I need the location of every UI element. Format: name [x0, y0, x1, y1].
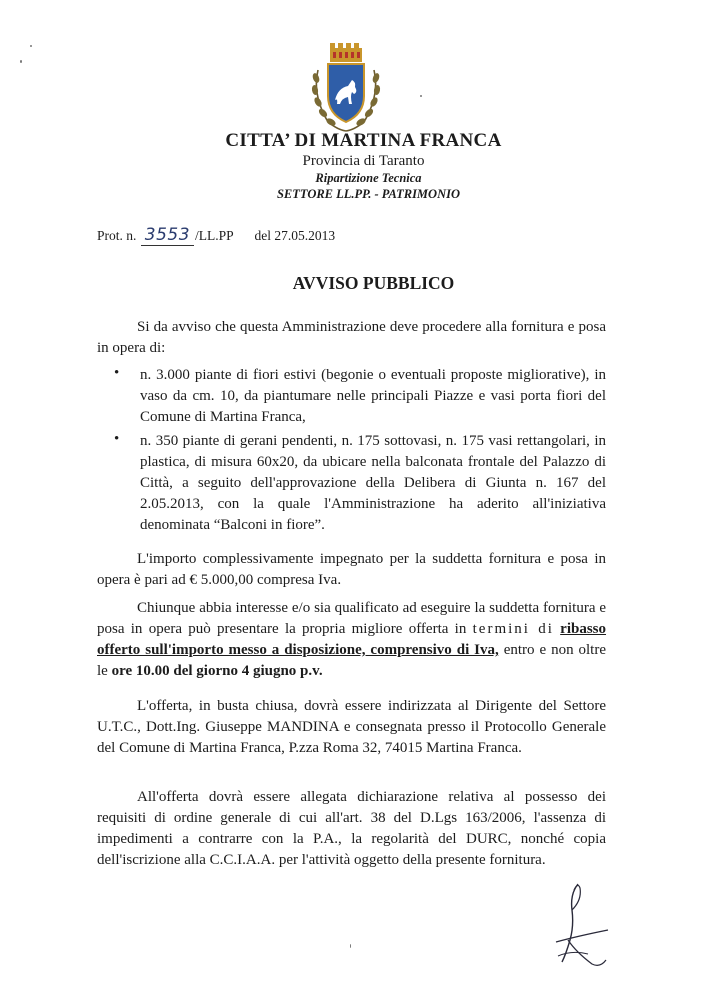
- offer-text-1: Chiunque abbia interesse e/o sia qualificato ad eseguire la suddetta fornitura e posa in opera può presentare la propria migliore offerta in: [97, 600, 606, 637]
- bullet-item: n. 350 piante di gerani pendenti, n. 175 sottovasi, n. 175 vasi rettangolari, in plastica, di misura 60x20, da ubicare nella balconata frontale del Palazzo di Città, a seguito dell'approvazione della Delibera di Giunta n. 167 del 2.05.2013, con la quale l'Amministrazione ha aderito all'iniziativa denominata “Balconi in fiore”.: [140, 433, 606, 533]
- division-name: Ripartizione Tecnica: [315, 171, 422, 185]
- offer-text-4: entro e non oltre le: [97, 642, 606, 679]
- requirements-paragraph: All'offerta dovrà essere allegata dichiarazione relativa al possesso dei requisiti di ordine generale di cui all'art. 38 del D.Lgs 163/2006, l'assenza di impedimenti a contrarre con la P.A., la regolarità del DURC, nonché copia dell'iscrizione alla C.C.I.A.A. per l'attività oggetto della presente fornitura.: [97, 789, 606, 868]
- amount-paragraph: L'importo complessivamente impegnato per la suddetta fornitura e posa in opera è pari ad € 5.000,00 compresa Iva.: [97, 551, 606, 588]
- city-name: CITTA’ DI MARTINA FRANCA: [225, 130, 502, 151]
- martina-franca-coat-of-arms-icon: [308, 40, 384, 136]
- handwritten-signature-icon: [548, 880, 618, 970]
- offer-text-2: termini di: [472, 621, 554, 637]
- protocol-line: [97, 225, 335, 246]
- protocol-number: 3553: [141, 225, 194, 246]
- bullet-marker: •: [114, 365, 120, 381]
- scan-speck: [350, 944, 351, 948]
- delivery-paragraph: L'offerta, in busta chiusa, dovrà essere indirizzata al Dirigente del Settore U.T.C., Dott.Ing. Giuseppe MANDINA e consegnata presso il Protocollo Generale del Comune di Martina Franca, P.zza Roma 32, 74015 Martina Franca.: [97, 698, 606, 756]
- intro-paragraph: Si da avviso che questa Amministrazione deve procedere alla fornitura e posa in opera di:: [97, 319, 606, 356]
- bullet-item: n. 3.000 piante di fiori estivi (begonie o eventuali proposte migliorative), in vaso da cm. 10, da piantumare nelle principali Piazze e vasi porta fiori del Comune di Martina Franca,: [140, 367, 606, 425]
- offer-paragraph: [97, 598, 606, 682]
- province-name: Provincia di Taranto: [302, 153, 425, 169]
- protocol-date-prefix: del: [254, 228, 272, 243]
- offer-criteria: ribasso offerto sull'importo messo a disposizione, comprensivo di Iva,: [97, 621, 607, 658]
- protocol-suffix: /LL.PP: [195, 228, 234, 243]
- scan-speck: [20, 60, 22, 63]
- bullet-marker: •: [114, 431, 120, 447]
- protocol-prefix: Prot. n.: [97, 228, 137, 243]
- offer-deadline: ore 10.00 del giorno 4 giugno p.v.: [111, 663, 323, 679]
- scan-speck: [30, 45, 32, 47]
- document-title: AVVISO PUBBLICO: [292, 273, 455, 293]
- protocol-date: 27.05.2013: [274, 228, 336, 243]
- sector-name: SETTORE LL.PP. - PATRIMONIO: [276, 187, 460, 201]
- scan-speck: [420, 95, 422, 97]
